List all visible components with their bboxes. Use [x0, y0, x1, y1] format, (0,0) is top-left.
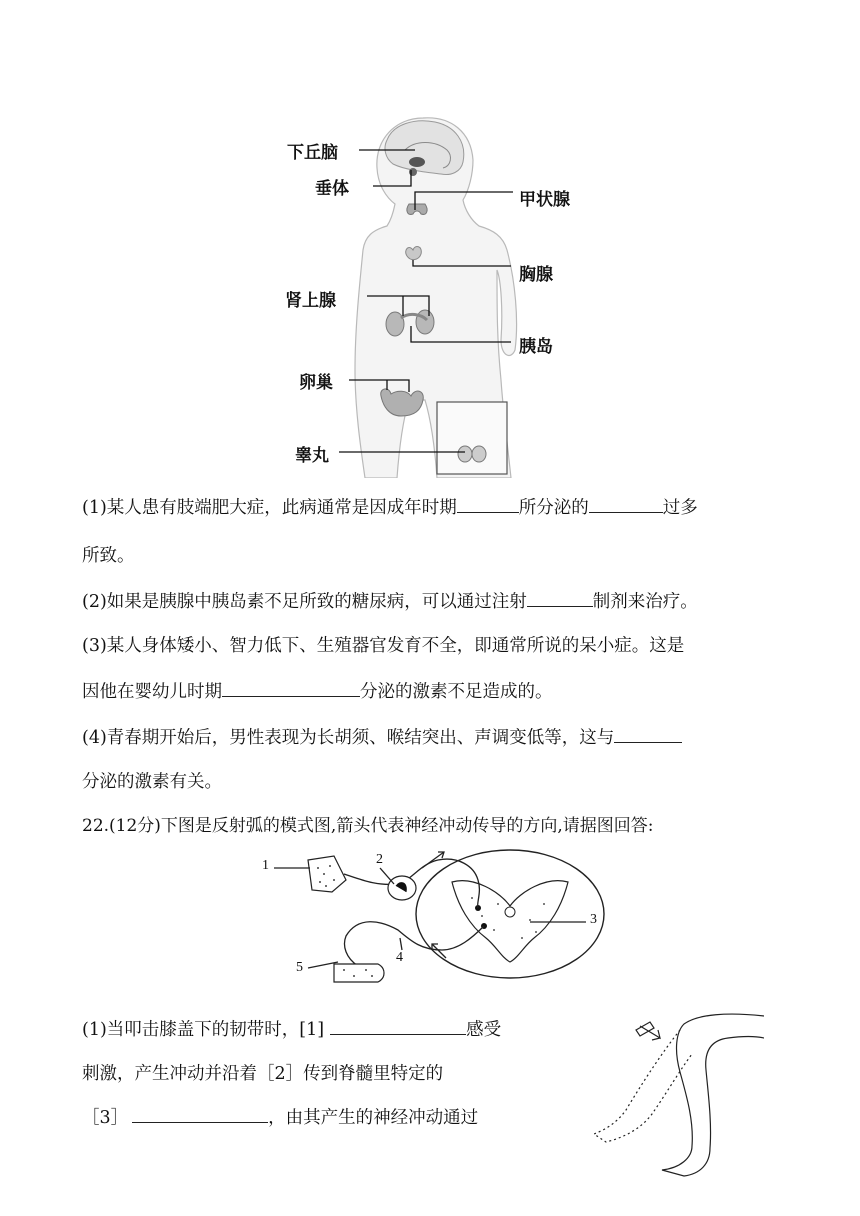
knee-jerk-figure [588, 1010, 764, 1178]
q21-2-text-b: 制剂来治疗。 [592, 592, 698, 612]
q21-1-text-c: 过多 [662, 498, 698, 518]
answer-blank[interactable] [330, 1018, 466, 1035]
knee-jerk-diagram [588, 1010, 764, 1178]
label-islet: 胰岛 [519, 337, 553, 357]
q21-4-line1 [82, 726, 682, 750]
q21-3-text-a: 因他在婴幼儿时期 [82, 682, 222, 702]
q22-1-text-a: (1)当叩击膝盖下的韧带时，[1] [82, 1020, 325, 1040]
q21-3-text-b: 分泌的激素不足造成的。 [360, 682, 553, 702]
answer-blank[interactable] [132, 1106, 268, 1123]
q21-1-text-a: (1)某人患有肢端肥大症，此病通常是因成年时期 [82, 498, 457, 518]
answer-blank[interactable] [527, 590, 593, 607]
figure-number-3: 3 [590, 912, 597, 927]
q21-4-text: (4)青春期开始后，男性表现为长胡须、喉结突出、声调变低等，这与 [82, 728, 615, 748]
q21-2-line1 [82, 590, 698, 614]
reflex-arc-diagram [262, 846, 608, 994]
label-testis: 睾丸 [295, 446, 329, 466]
label-pituitary: 垂体 [315, 179, 349, 199]
q21-2-text-a: (2)如果是胰腺中胰岛素不足所致的糖尿病，可以通过注射 [82, 592, 527, 612]
answer-blank[interactable] [614, 726, 682, 743]
label-adrenal: 肾上腺 [285, 291, 336, 311]
q21-4-line2: 分泌的激素有关。 [82, 772, 222, 792]
answer-blank[interactable] [457, 496, 519, 513]
endocrine-figure [275, 110, 615, 478]
q21-3-line2 [82, 680, 553, 704]
q22-1-line1 [82, 1018, 501, 1042]
q22-1-line3 [82, 1106, 478, 1130]
reflex-arc-figure [262, 846, 608, 994]
q21-3-line1: (3)某人身体矮小、智力低下、生殖器官发育不全，即通常所说的呆小症。这是 [82, 636, 685, 656]
q21-1-line1 [82, 496, 698, 520]
q22-stem: 22.(12分)下图是反射弧的模式图,箭头代表神经冲动传导的方向,请据图回答: [82, 816, 654, 836]
figure-number-4: 4 [396, 950, 403, 965]
q21-1-line2: 所致。 [82, 546, 135, 566]
label-thyroid: 甲状腺 [519, 190, 570, 210]
label-ovary: 卵巢 [299, 373, 333, 393]
q22-1-text-d: ，由其产生的神经冲动通过 [268, 1108, 479, 1128]
answer-blank[interactable] [589, 496, 663, 513]
figure-number-5: 5 [296, 960, 303, 975]
figure-number-2: 2 [376, 852, 383, 867]
answer-blank[interactable] [222, 680, 360, 697]
label-hypothalamus: 下丘脑 [287, 143, 338, 163]
q22-1-line2: 刺激，产生冲动并沿着［2］传到脊髓里特定的 [82, 1064, 444, 1084]
q21-1-text-b: 所分泌的 [518, 498, 589, 518]
label-thymus: 胸腺 [519, 265, 553, 285]
figure-number-1: 1 [262, 858, 269, 873]
q22-1-text-c: ［3］ [82, 1108, 129, 1128]
q22-1-text-b: 感受 [466, 1020, 502, 1040]
